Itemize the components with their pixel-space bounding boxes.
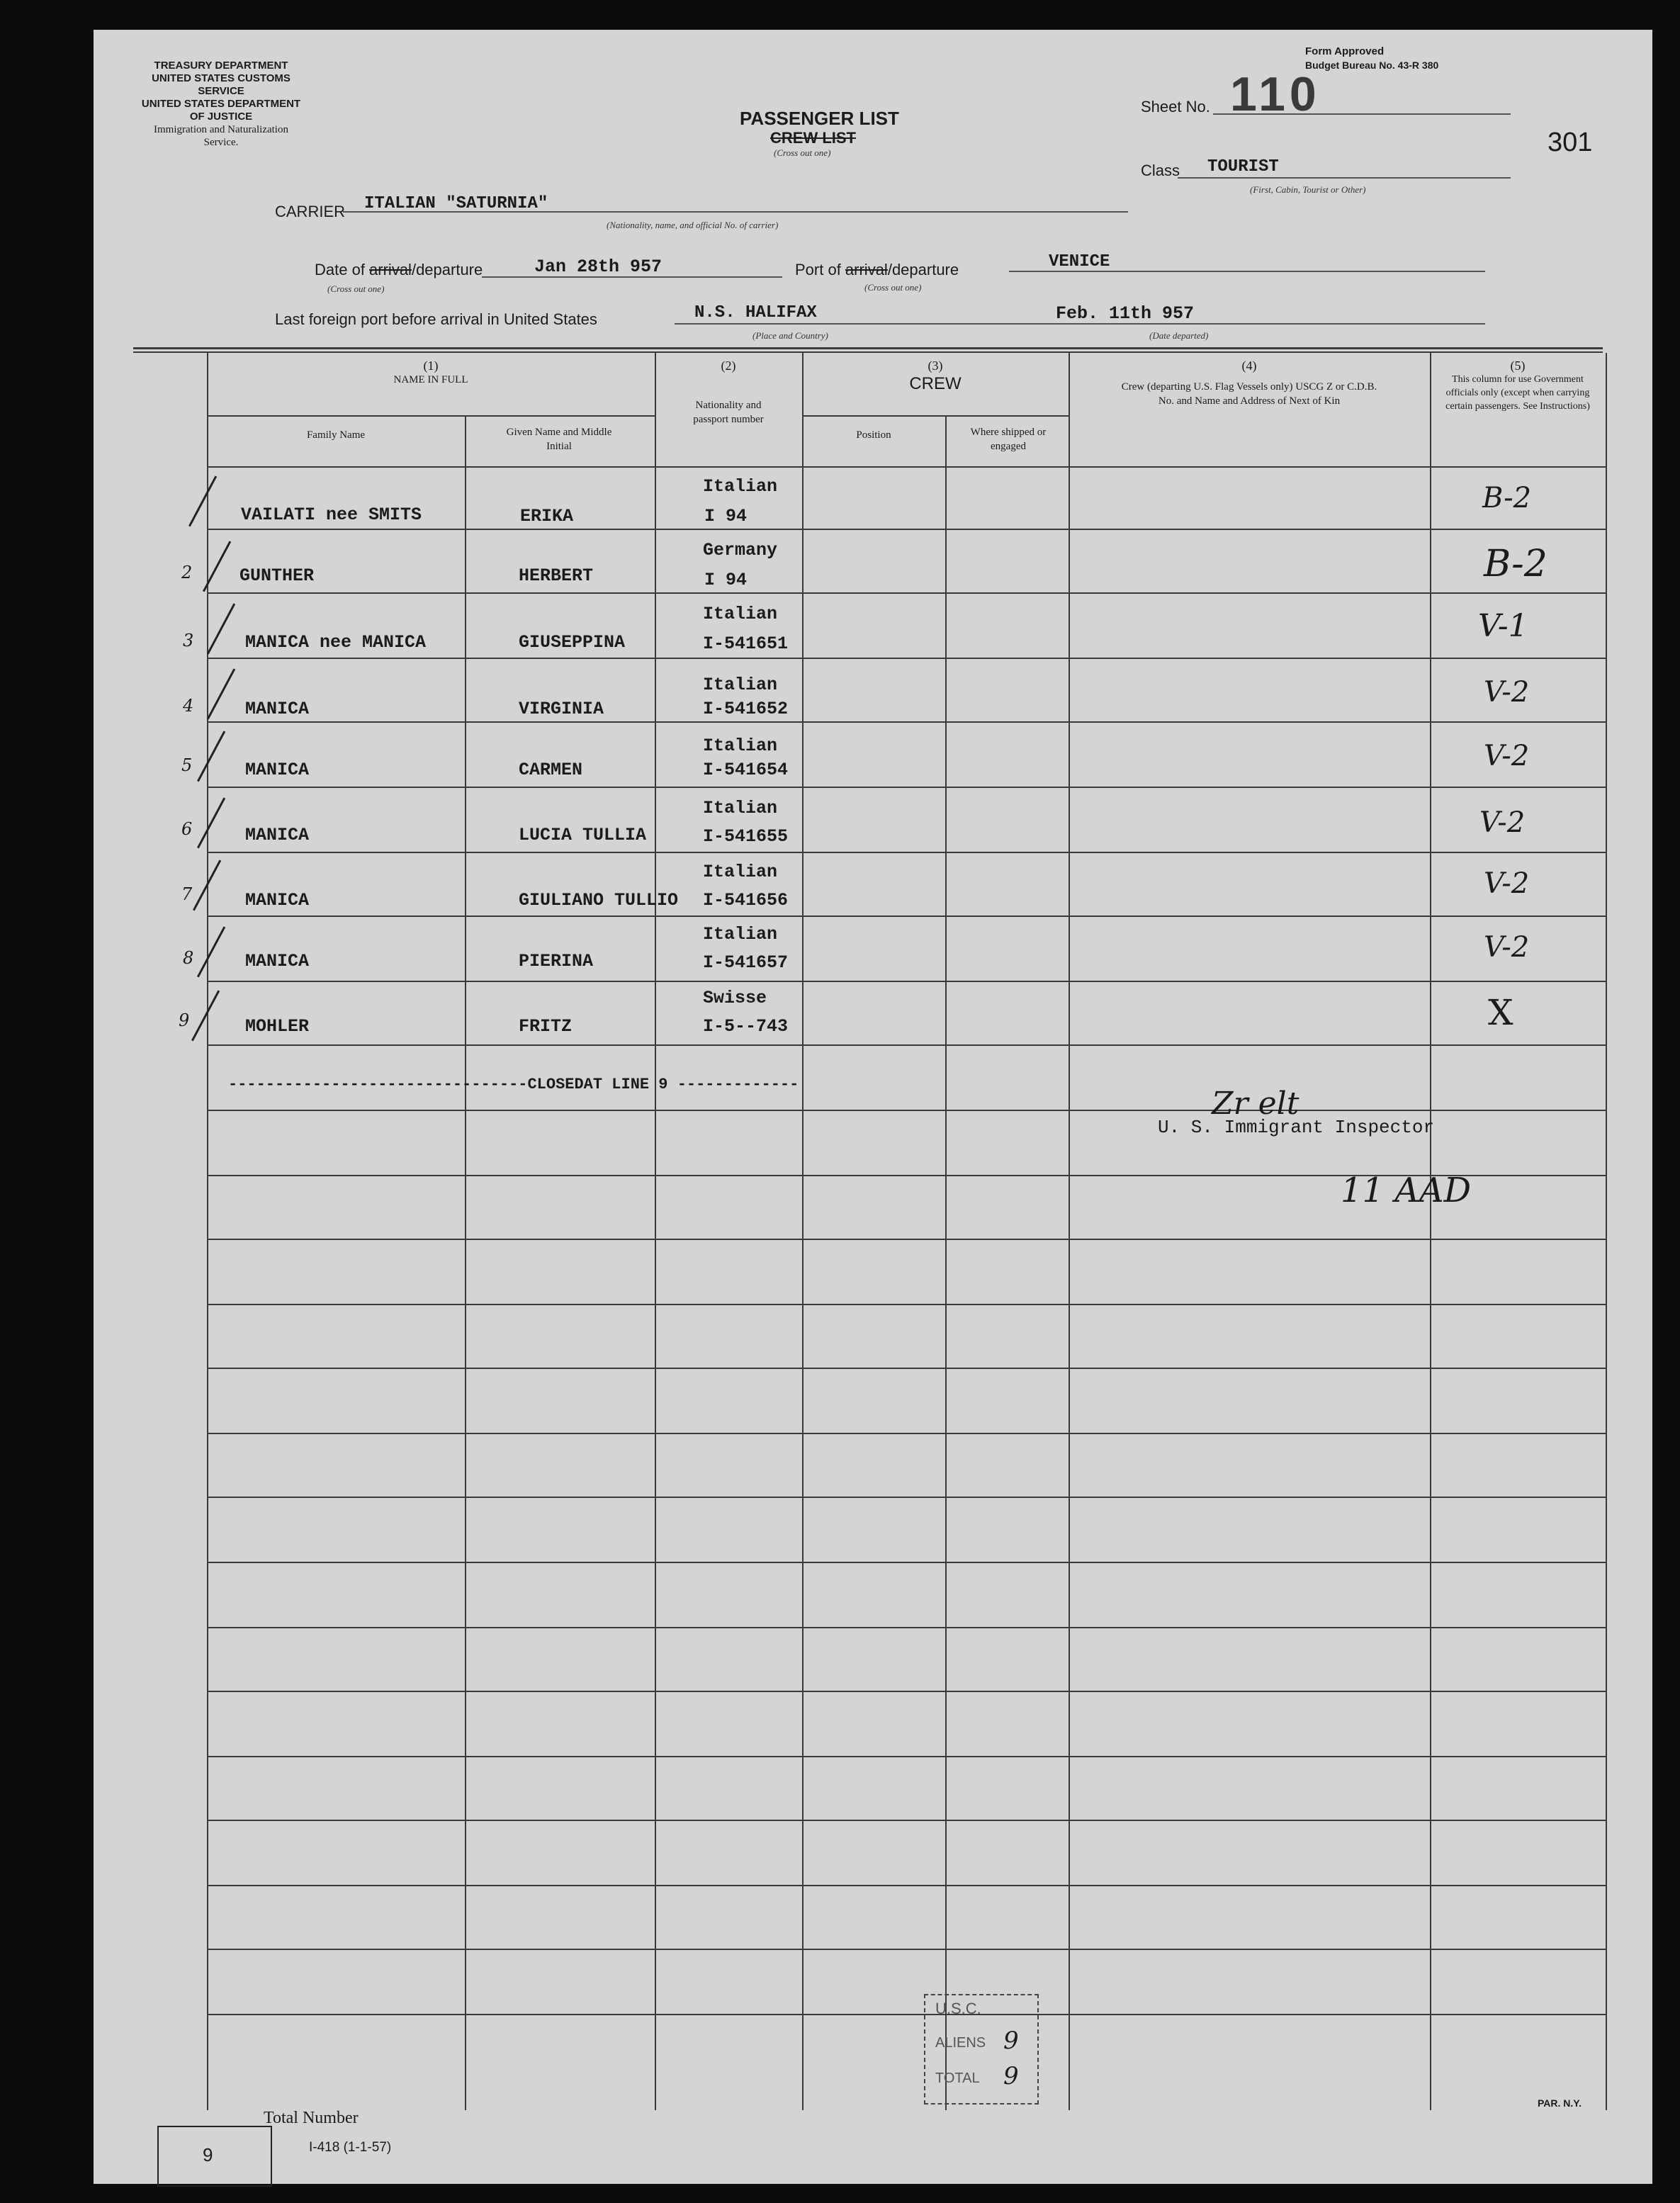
- col3-position: Position: [856, 429, 891, 441]
- row-number: 6: [181, 819, 193, 839]
- col1-family: Family Name: [306, 429, 366, 441]
- row-official-mark: V-2: [1484, 867, 1530, 900]
- row-line-5: [207, 787, 1606, 788]
- row-passport: I-541655: [703, 826, 789, 847]
- title-struck: CREW LIST: [770, 129, 856, 147]
- row-number: 8: [183, 948, 194, 968]
- count-stamp: [924, 1994, 1039, 2105]
- col5-title: This column for use Government officials only (except when carrying certain passengers. See Instructions): [1445, 374, 1590, 412]
- row-line-12: [207, 1239, 1606, 1240]
- row-family-name: MANICA: [245, 951, 310, 971]
- total-number-label: Total Number: [264, 2109, 359, 2127]
- agency-line-customs: UNITED STATES CUSTOMS SERVICE: [152, 72, 291, 97]
- check-mark-icon: [197, 797, 225, 848]
- row-line-15: [207, 1433, 1606, 1434]
- row-line-8: [207, 981, 1606, 982]
- col5-number: (5): [1510, 359, 1526, 373]
- row-line-24: [207, 2014, 1606, 2015]
- departure-date-label-post: /departure: [411, 261, 483, 278]
- page-title: PASSENGER LIST: [740, 108, 899, 129]
- col1-title: NAME IN FULL: [393, 374, 468, 385]
- name-subheader-line: [207, 415, 655, 417]
- row-official-mark: V-1: [1478, 608, 1528, 644]
- stamp-line2-label: ALIENS: [935, 2035, 986, 2051]
- sheet-label: Sheet No.: [1141, 98, 1210, 115]
- form-approved: Form Approved: [1305, 45, 1385, 57]
- row-number: 7: [181, 884, 193, 904]
- departure-port-label-struck: arrival: [845, 261, 888, 278]
- row-line-1: [207, 529, 1606, 530]
- departure-port-note: (Cross out one): [864, 282, 922, 293]
- class-value: TOURIST: [1207, 157, 1279, 176]
- row-number: 3: [183, 631, 194, 650]
- row-family-name: MANICA: [245, 699, 310, 719]
- carrier-label: CARRIER: [275, 203, 346, 220]
- col1-number: (1): [423, 359, 439, 373]
- row-family-name: VAILATI nee SMITS: [241, 505, 422, 525]
- carrier-underline: [343, 211, 1128, 213]
- row-line-9: [207, 1044, 1606, 1046]
- col-line-crew-kin: [1069, 353, 1070, 2110]
- col-line-nat-crew: [802, 353, 804, 2110]
- carrier-value: ITALIAN "SATURNIA": [364, 194, 548, 213]
- col3-number: (3): [928, 359, 943, 373]
- row-line-2: [207, 592, 1606, 594]
- row-passport: I-541654: [703, 760, 789, 780]
- row-nationality: Italian: [703, 604, 778, 624]
- row-family-name: MOHLER: [245, 1016, 310, 1037]
- carrier-note: (Nationality, name, and official No. of carrier): [607, 220, 779, 230]
- row-official-mark: V-2: [1484, 740, 1530, 772]
- check-mark-icon: [197, 926, 225, 977]
- col3-title: CREW: [909, 374, 962, 393]
- row-nationality: Italian: [703, 862, 778, 882]
- row-line-21: [207, 1820, 1606, 1821]
- agency-line-ins: Immigration and Naturalization Service.: [154, 124, 288, 148]
- row-official-mark: B-2: [1484, 543, 1547, 585]
- row-number: 2: [181, 563, 193, 582]
- stamp-line3-value: 9: [1003, 2062, 1019, 2090]
- header-bottom-line: [207, 466, 1606, 468]
- col1-given: Given Name and Middle Initial: [506, 427, 612, 452]
- departure-port-value: VENICE: [1049, 252, 1110, 271]
- departure-port-label-pre: Port of: [795, 261, 845, 278]
- row-nationality: Italian: [703, 736, 778, 756]
- row-official-mark: V-2: [1479, 806, 1526, 839]
- col-line-family-given: [465, 416, 466, 2110]
- row-family-name: MANICA: [245, 760, 310, 780]
- budget-bureau: Budget Bureau No. 43-R 380: [1305, 60, 1439, 71]
- row-nationality: Germany: [703, 540, 778, 560]
- departure-date-underline: [482, 276, 782, 278]
- row-official-mark: X: [1488, 992, 1513, 1033]
- row-passport: I 94: [704, 506, 748, 526]
- class-label: Class: [1141, 162, 1180, 179]
- row-given-name: ERIKA: [520, 506, 574, 526]
- row-given-name: HERBERT: [519, 565, 594, 586]
- agency-line-treasury: TREASURY DEPARTMENT: [154, 60, 288, 72]
- row-line-19: [207, 1691, 1606, 1692]
- row-given-name: PIERINA: [519, 951, 594, 971]
- departure-date-label-struck: arrival: [369, 261, 412, 278]
- printer-mark: PAR. N.Y.: [1538, 2097, 1582, 2109]
- row-nationality: Italian: [703, 924, 778, 945]
- row-line-13: [207, 1304, 1606, 1305]
- departure-date-note: (Cross out one): [327, 283, 385, 294]
- stamp-line1-label: U.S.C.: [935, 2000, 981, 2017]
- row-given-name: LUCIA TULLIA: [519, 825, 647, 845]
- row-nationality: Italian: [703, 675, 778, 695]
- col2-number: (2): [721, 359, 736, 373]
- total-number-value: 9: [203, 2144, 213, 2165]
- row-official-mark: V-2: [1484, 931, 1530, 964]
- col4-title: Crew (departing U.S. Flag Vessels only) USCG Z or C.D.B. No. and Name and Address of Next of Kin: [1121, 381, 1377, 407]
- title-note: (Cross out one): [774, 147, 831, 158]
- col-line-name-nat: [655, 353, 656, 2110]
- departure-date-label: [315, 261, 483, 279]
- last-port-place: N.S. HALIFAX: [694, 303, 817, 322]
- col-line-pos-where: [945, 416, 947, 2110]
- row-number: 9: [179, 1010, 190, 1030]
- row-line-17: [207, 1562, 1606, 1563]
- row-nationality: Swisse: [703, 988, 767, 1008]
- last-port-underline: [675, 323, 1017, 325]
- row-passport: I-541652: [703, 699, 789, 719]
- check-mark-icon: [207, 603, 235, 654]
- row-line-22: [207, 1885, 1606, 1886]
- col-line-left: [207, 353, 208, 2110]
- departure-date-label-pre: Date of: [315, 261, 370, 278]
- col-line-right: [1606, 353, 1607, 2110]
- row-official-mark: B-2: [1482, 482, 1532, 514]
- agency-line-justice: UNITED STATES DEPARTMENT OF JUSTICE: [141, 98, 301, 123]
- last-port-date-underline: [1002, 323, 1485, 325]
- row-family-name: GUNTHER: [239, 565, 315, 586]
- row-family-name: MANICA: [245, 825, 310, 845]
- row-given-name: GIULIANO TULLIO: [519, 890, 679, 911]
- row-line-6: [207, 852, 1606, 853]
- inspector-signature: Zr elt: [1212, 1086, 1300, 1122]
- check-mark-icon: [188, 475, 217, 526]
- form-number: I-418 (1-1-57): [309, 2140, 392, 2155]
- row-family-name: MANICA nee MANICA: [245, 632, 427, 653]
- row-given-name: FRITZ: [519, 1016, 573, 1037]
- departure-date-value: Jan 28th 957: [534, 257, 663, 277]
- col4-number: (4): [1241, 359, 1257, 373]
- check-mark-icon: [191, 990, 220, 1041]
- row-line-4: [207, 721, 1606, 723]
- row-passport: I 94: [704, 570, 748, 590]
- row-number: 5: [181, 755, 193, 775]
- row-nationality: Italian: [703, 476, 778, 497]
- crew-subheader-line: [802, 415, 1069, 417]
- last-port-label: Last foreign port before arrival in United States: [275, 310, 597, 328]
- check-mark-icon: [207, 668, 235, 719]
- row-family-name: MANICA: [245, 890, 310, 911]
- row-nationality: Italian: [703, 798, 778, 818]
- stamp-line2-value: 9: [1003, 2027, 1019, 2055]
- inspector-title: U. S. Immigrant Inspector: [1158, 1117, 1435, 1138]
- col2-title: Nationality and passport number: [693, 400, 764, 425]
- last-port-date: Feb. 11th 957: [1056, 303, 1195, 324]
- row-given-name: CARMEN: [519, 760, 583, 780]
- check-mark-icon: [197, 731, 225, 782]
- row-line-7: [207, 915, 1606, 917]
- row-passport: I-541651: [703, 633, 789, 654]
- top-rule-1: [133, 347, 1603, 349]
- stamp-line3-label: TOTAL: [935, 2070, 980, 2086]
- last-port-date-note: (Date departed): [1149, 330, 1209, 341]
- closed-at-line: --------------------------------CLOSEDAT LINE 9 -------------: [228, 1076, 799, 1093]
- class-underline: [1178, 177, 1511, 179]
- row-given-name: VIRGINIA: [519, 699, 604, 719]
- row-passport: I-5--743: [703, 1016, 789, 1037]
- row-official-mark: V-2: [1484, 676, 1530, 709]
- top-rule-2: [133, 351, 1603, 353]
- page-number: 301: [1547, 128, 1593, 157]
- row-line-3: [207, 658, 1606, 659]
- departure-port-label: [795, 261, 959, 279]
- col-line-kin-official: [1430, 353, 1431, 2110]
- row-number: 4: [183, 696, 194, 716]
- sheet-underline: [1213, 113, 1511, 115]
- col3-where: Where shipped or engaged: [970, 427, 1047, 452]
- manifest-sheet: [94, 30, 1652, 2184]
- row-given-name: GIUSEPPINA: [519, 632, 626, 653]
- total-number-box: [157, 2126, 272, 2187]
- row-line-10: [207, 1110, 1606, 1111]
- last-port-place-note: (Place and Country): [752, 330, 828, 341]
- row-line-20: [207, 1756, 1606, 1757]
- row-line-18: [207, 1627, 1606, 1628]
- class-note: (First, Cabin, Tourist or Other): [1250, 184, 1366, 195]
- row-line-23: [207, 1949, 1606, 1950]
- row-passport: I-541657: [703, 952, 789, 973]
- departure-port-label-post: /departure: [887, 261, 959, 278]
- departure-port-underline: [1009, 271, 1485, 272]
- row-line-14: [207, 1368, 1606, 1369]
- inspector-note: 11 AAD: [1341, 1171, 1472, 1210]
- agency-block: [136, 60, 306, 149]
- row-passport: I-541656: [703, 890, 789, 911]
- row-line-16: [207, 1497, 1606, 1498]
- sheet-number: 110: [1230, 67, 1321, 121]
